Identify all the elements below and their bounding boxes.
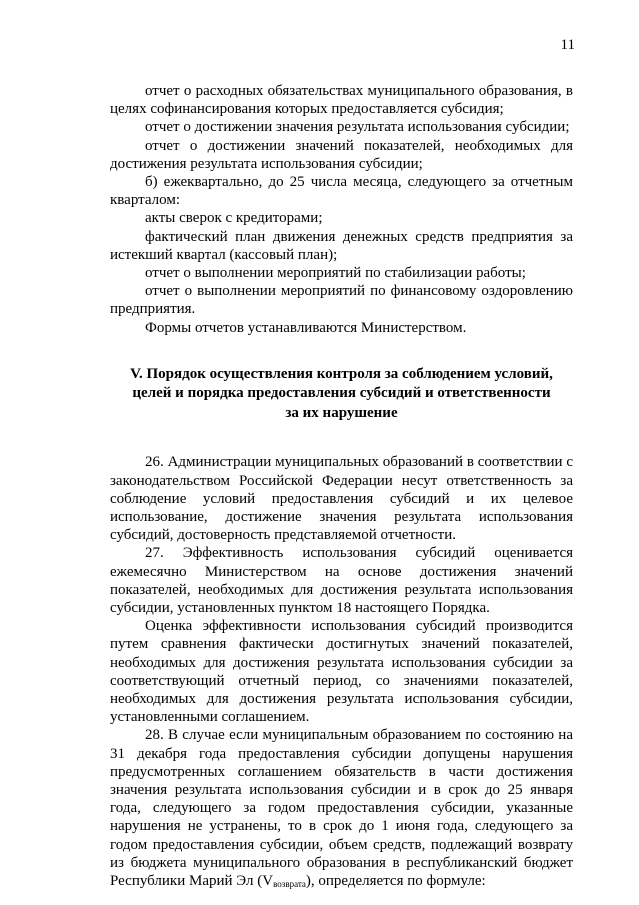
paragraph-28 (110, 726, 573, 890)
section-heading-line: целей и порядка предоставления субсидий и ответственности (132, 385, 551, 402)
paragraph: фактический план движения денежных средств предприятия за истекший квартал (кассовый план); (110, 228, 573, 263)
section-heading (110, 365, 573, 424)
formula-subscript: возврата (273, 879, 306, 890)
paragraph: отчет о достижении значения результата использования субсидии; (145, 119, 570, 136)
paragraph-26: 26. Администрации муниципальных образований в соответствии с законодательством Российской Федерации несут ответственность за соблюдение условий предоставления субсидий и их целевое использование, достижение значения результата использования субсидий, достоверность представляемой отчетности. (110, 454, 573, 544)
paragraph-27: 27. Эффективность использования субсидий оценивается ежемесячно Министерством на основе достижения значений показателей, необходимых для достижения результата использования субсидии, установленных пунктом 18 настоящего Порядка. (110, 545, 573, 616)
paragraph: Формы отчетов устанавливаются Министерством. (145, 319, 467, 336)
paragraph: отчет о выполнении мероприятий по стабилизации работы; (145, 265, 526, 282)
paragraph: отчет о достижении значений показателей, необходимых для достижения результата использования субсидии; (110, 137, 573, 172)
paragraph: б) ежеквартально, до 25 числа месяца, следующего за отчетным кварталом: (110, 174, 573, 209)
section-heading-line: за их нарушение (285, 404, 398, 421)
paragraph-28-text: 28. В случае если муниципальным образованием по состоянию на 31 декабря года предоставления субсидии допущены нарушения предусмотренных соглашением обязательств в части достижения значения результата использования субсидии и в срок до 25 января года, следующего за годом предоставления субсидии, указанные нарушения не устранены, то в срок до 1 июня года, следующего за годом предоставления субсидии, объем средств, подлежащий возврату из бюджета муниципального образования в республиканский бюджет Республики Марий Эл (V (110, 727, 573, 890)
paragraph: акты сверок с кредиторами; (145, 210, 323, 227)
paragraph-28-tail: ), определяется по формуле: (305, 873, 486, 890)
paragraph: отчет о выполнении мероприятий по финансовому оздоровлению предприятия. (110, 283, 573, 318)
document-body (110, 82, 573, 890)
paragraph-efficiency: Оценка эффективности использования субсидий производится путем сравнения фактически достигнутых значений показателей, необходимых для достижения результата использования субсидии за соответствующий отчетный период, со значениями показателей, необходимых для достижения результата использования субсидии, установленными соглашением. (110, 618, 573, 726)
page-number: 11 (560, 37, 575, 53)
section-heading-line: V. Порядок осуществления контроля за соблюдением условий, (130, 365, 553, 382)
paragraph: отчет о расходных обязательствах муниципального образования, в целях софинансирования которых предоставляется субсидия; (110, 83, 573, 118)
